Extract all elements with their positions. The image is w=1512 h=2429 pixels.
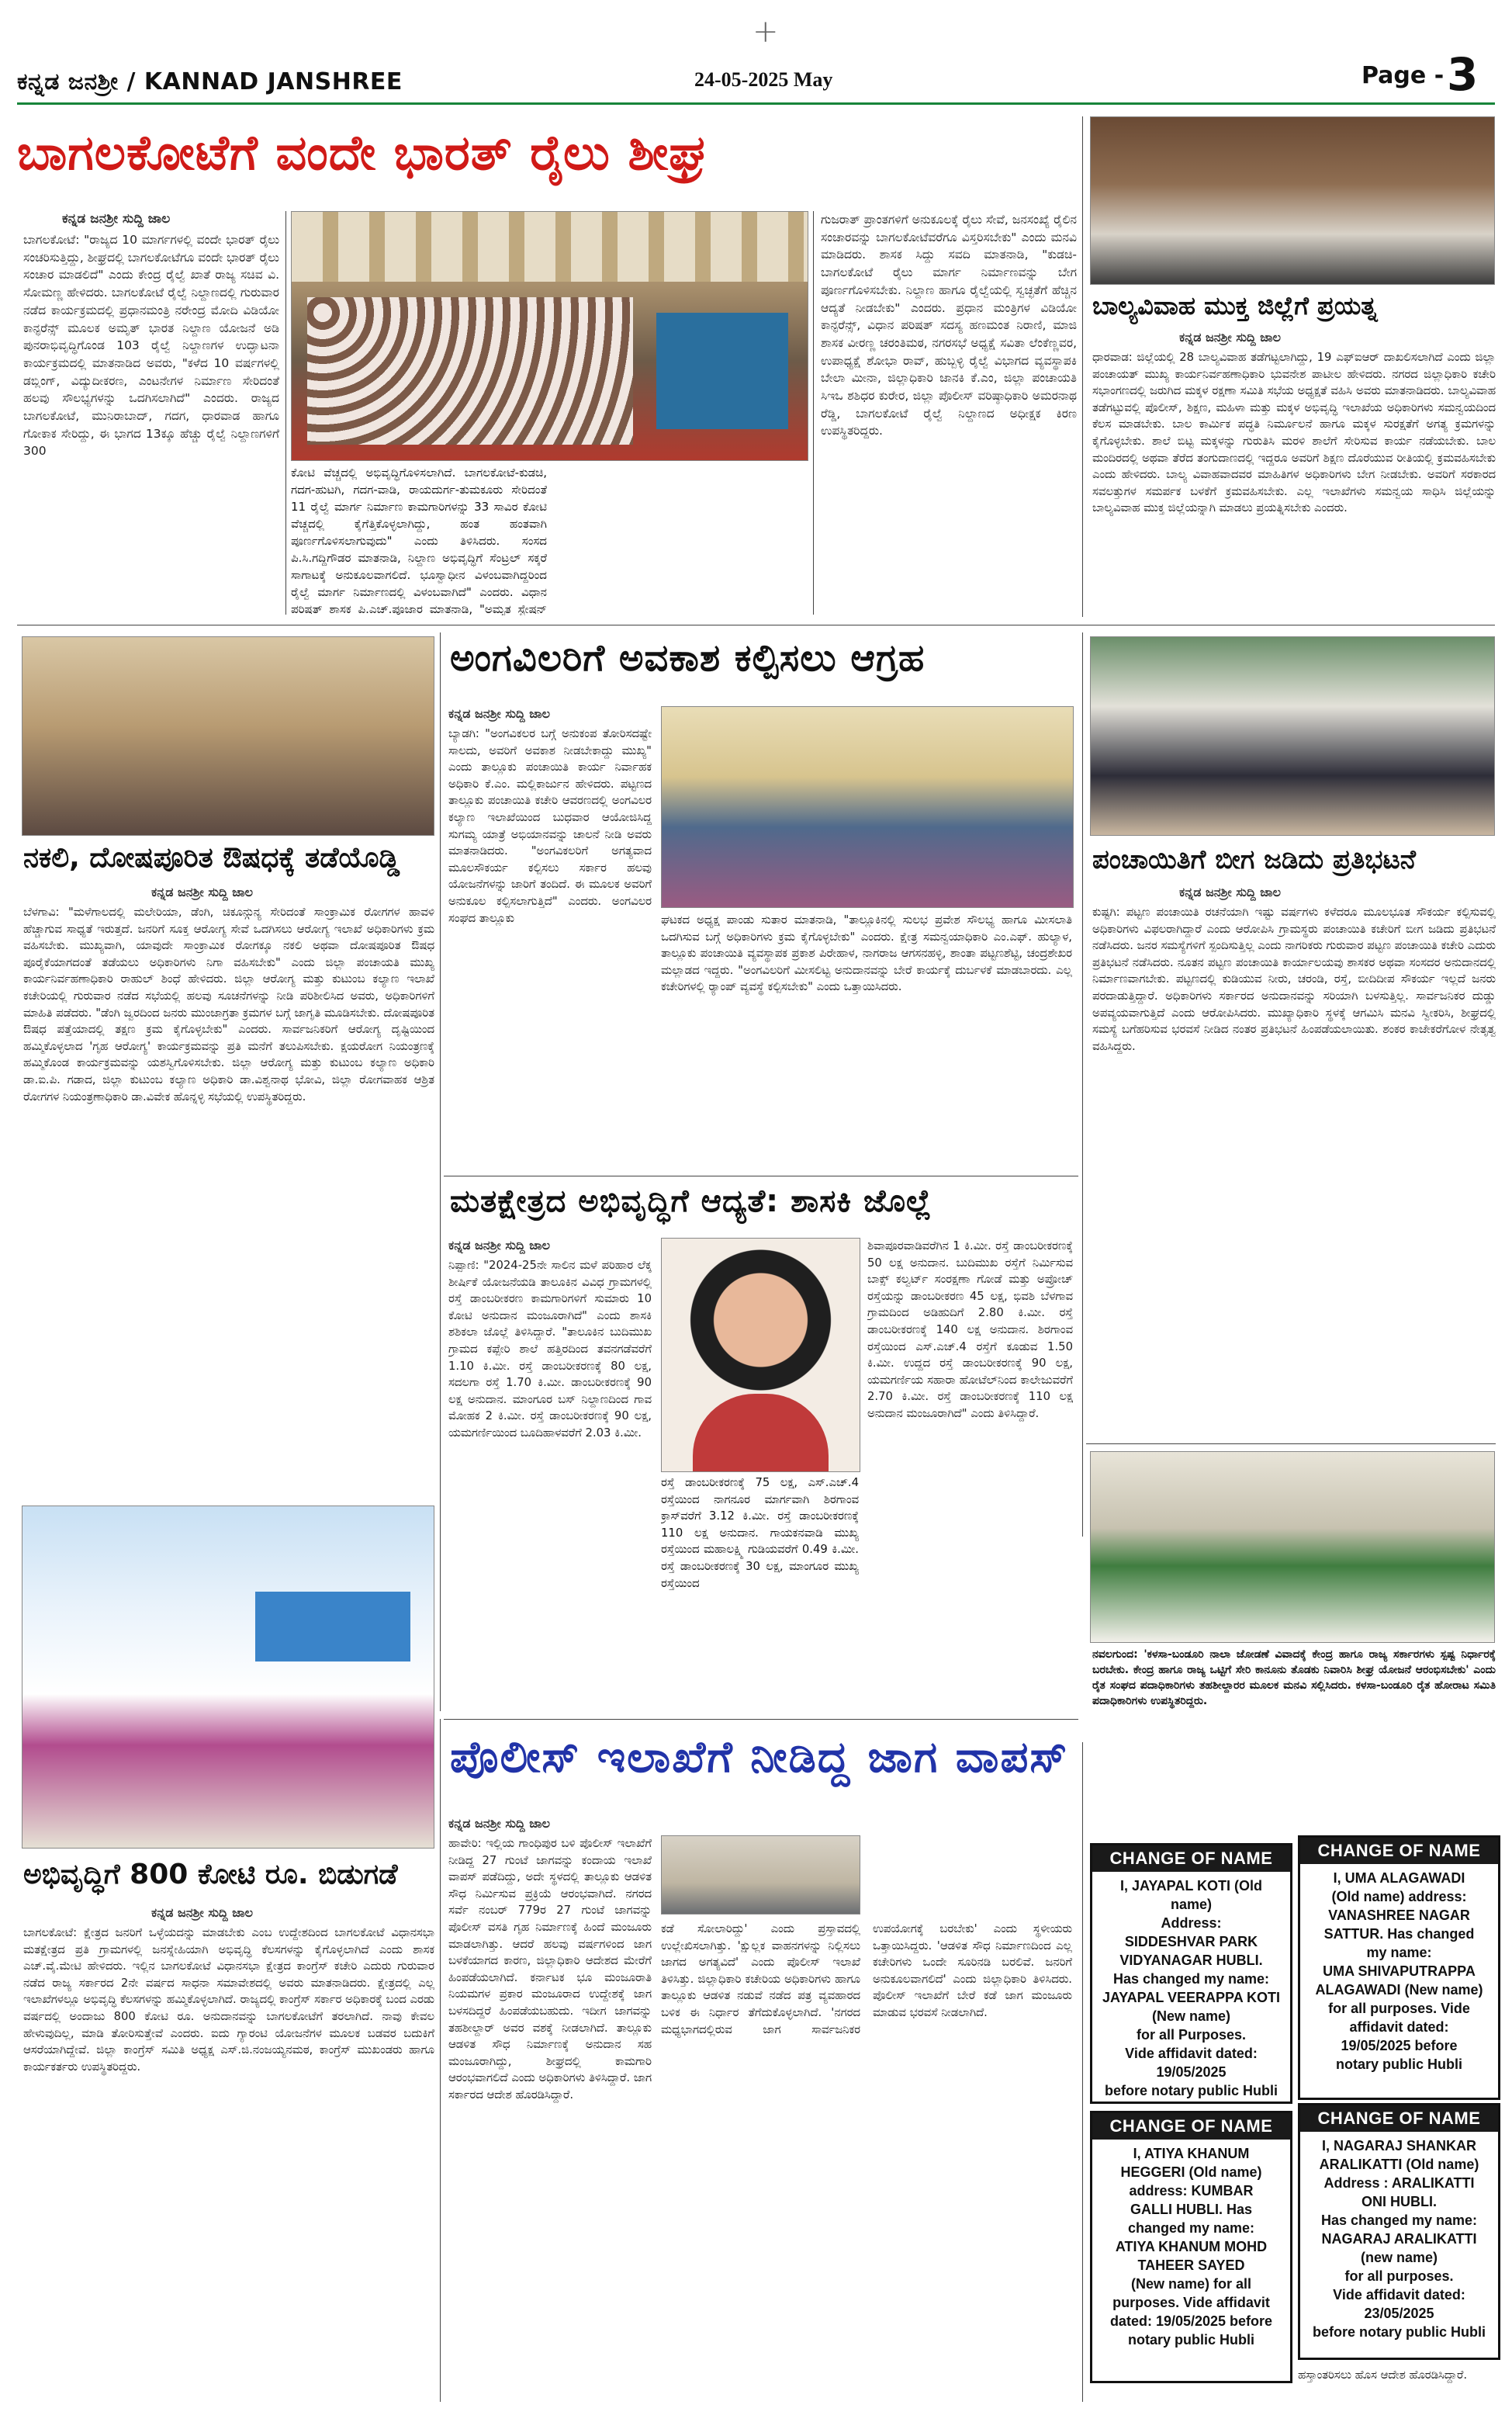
change-of-name-notice xyxy=(1090,2111,1292,2383)
photo-stage-screen xyxy=(656,313,788,429)
notice-body: I, JAYAPAL KOTI (Old name) Address: SIDDESHVAR PARK VIDYANAGAR HUBLI. Has changed my name: JAYAPAL VEERAPPA KOTI (New name) for all Purposes. Vide affidavit dated: 19/05/2025 before notary public Hubli xyxy=(1102,1878,1281,2098)
story6-caption: ರಸ್ತೆ ಡಾಂಬರೀಕರಣಕ್ಕೆ 75 ಲಕ್ಷ, ಎಸ್.ಎಚ್.4 ರಸ್ತೆಯಿಂದ ನಾಗನೂರ ಮಾರ್ಗವಾಗಿ ಶಿರಗಾಂವ ಕ್ರಾಸ್‌ವರೆಗೆ 3.12 ಕಿ.ಮೀ. ರಸ್ತೆ ಡಾಂಬರೀಕರಣಕ್ಕೆ 110 ಲಕ್ಷ ಅನುದಾನ. ಗಾಯಕನವಾಡಿ ಮುಖ್ಯ ರಸ್ತೆಯಿಂದ ಮಹಾಲಕ್ಷ್ಮಿ ಗುಡಿಯವರೆಗೆ 0.49 ಕಿ.ಮೀ. ರಸ್ತೆ ಡಾಂಬರೀಕರಣಕ್ಕೆ 30 ಲಕ್ಷ, ಮಾಂಗೂರ ಮುಖ್ಯ ರಸ್ತೆಯಿಂದ xyxy=(661,1476,859,1590)
mla-portrait-photo xyxy=(661,1238,860,1472)
story4-col1: ಬ್ಯಾಡಗಿ: "ಅಂಗವಿಕಲರ ಬಗ್ಗೆ ಅನುಕಂಪ ತೋರಿಸದಷ್ಟೇ ಸಾಲದು, ಅವರಿಗೆ ಅವಕಾಶ ನೀಡಬೇಕಾದ್ದು ಮುಖ್ಯ" ಎಂದು ತಾಲ್ಲೂಕು ಪಂಚಾಯಿತಿ ಕಾರ್ಯ ನಿರ್ವಾಹಕ ಅಧಿಕಾರಿ ಕೆ.ಎಂ. ಮಲ್ಲಿಕಾರ್ಜುನ ಹೇಳಿದರು. ಪಟ್ಟಣದ ತಾಲ್ಲೂಕು ಪಂಚಾಯಿತಿ ಕಚೇರಿ ಆವರಣದಲ್ಲಿ ಅಂಗವಿಲರ ಕಲ್ಯಾಣ ಇಲಾಖೆಯಿಂದ ಬುಧವಾರ ಆಯೋಜಿಸಿದ್ದ ಸುಗಮ್ಯ ಯಾತ್ರೆ ಅಭಿಯಾನವನ್ನು ಚಾಲನೆ ನೀಡಿ ಅವರು ಮಾತನಾಡಿದರು. "ಅಂಗವಿಕಲರಿಗೆ ಅಗತ್ಯವಾದ ಮೂಲಸೌಕರ್ಯ ಕಲ್ಪಿಸಲು ಸರ್ಕಾರ ಹಲವು ಯೋಜನೆಗಳನ್ನು ಜಾರಿಗೆ ತಂದಿದೆ. ಈ ಮೂಲಕ ಅವರಿಗೆ ಅನುಕೂಲ ಕಲ್ಪಿಸಲಾಗುತ್ತಿದೆ" ಎಂದರು. ಅಂಗವಿಲರ ಸಂಘದ ತಾಲ್ಲೂಕು xyxy=(448,727,652,925)
notice-title: CHANGE OF NAME xyxy=(1092,2113,1290,2140)
issue-date: 24-05-2025 May xyxy=(694,68,833,91)
story5-headline: ಪಂಚಾಯಿತಿಗೆ ಬೀಗ ಜಡಿದು ಪ್ರತಿಭಟನೆ xyxy=(1092,844,1416,875)
column-rule xyxy=(440,1719,441,2402)
story3-body: ಬೆಳಗಾವಿ: "ಮಳೆಗಾಲದಲ್ಲಿ ಮಲೇರಿಯಾ, ಡೆಂಗಿ, ಚಿಕೂನ್ಗುನ್ಯ ಸೇರಿದಂತೆ ಸಾಂಕ್ರಾಮಿಕ ರೋಗಗಳ ಹಾವಳಿ ಹೆಚ್ಚಾಗುವ ಸಾಧ್ಯತೆ ಇರುತ್ತದೆ. ಜನರಿಗೆ ಸೂಕ್ತ ಆರೋಗ್ಯ ಸೇವೆ ಒದಗಿಸಲು ಆರೋಗ್ಯ ಇಲಾಖೆ ಅಧಿಕಾರಿಗಳು ಕ್ರಮ ವಹಿಸಬೇಕು. ಮುಖ್ಯವಾಗಿ, ಯಾವುದೇ ಸಾಂಕ್ರಾಮಿಕ ರೋಗಕ್ಕೂ ನಕಲಿ ಅಥವಾ ದೋಷಪೂರಿತ ಔಷಧ ಪೂರೈಕೆಯಾಗದಂತೆ ತಡೆಯಲು ಅಧಿಕಾರಿಗಳು ನಿಗಾ ವಹಿಸಬೇಕು" ಎಂದು ಜಿಲ್ಲಾ ಪಂಚಾಯತಿ ಮುಖ್ಯ ಕಾರ್ಯನಿರ್ವಹಣಾಧಿಕಾರಿ ರಾಹುಲ್ ಶಿಂಧೆ ಹೇಳಿದರು. ಜಿಲ್ಲಾ ಆರೋಗ್ಯ ಮತ್ತು ಕುಟುಂಬ ಕಲ್ಯಾಣ ಇಲಾಖೆ ಕಚೇರಿಯಲ್ಲಿ ಗುರುವಾರ ನಡೆದ ಸಭೆಯಲ್ಲಿ ಹಲವು ಸೂಚನೆಗಳನ್ನು ನೀಡಿ ಪರಿಶೀಲಿಸಿದ ಅವರು, ಅಧಿಕಾರಿಗಳಿಗೆ ಮಾಹಿತಿ ಪಡೆದರು. "ಡೆಂಗಿ ಜ್ವರದಿಂದ ಜನರು ಮುಂಜಾಗ್ರತಾ ಕ್ರಮಗಳ ಬಗ್ಗೆ ಜಾಗೃತಿ ಮೂಡಿಸಬೇಕು. ದೋಷಪೂರಿತ ಔಷಧ ಪತ್ತೆಯಾದಲ್ಲಿ ತಕ್ಷಣ ಕ್ರಮ ಕೈಗೊಳ್ಳಬೇಕು" ಎಂದರು. ಸಾರ್ವಜನಿಕರಿಗೆ ಆರೋಗ್ಯ ದೃಷ್ಟಿಯಿಂದ ಹಮ್ಮಿಕೊಳ್ಳಲಾದ 'ಗೃಹ ಆರೋಗ್ಯ' ಕಾರ್ಯಕ್ರಮವನ್ನು ಪ್ರತಿ ಮನೆಗೆ ತಲುಪಿಸಬೇಕು. ಕ್ಷಯರೋಗ ನಿಯಂತ್ರಣಕ್ಕೆ ಹಮ್ಮಿಕೊಂಡ ಕಾರ್ಯಕ್ರಮವನ್ನು ಯಶಸ್ವಿಗೊಳಿಸಬೇಕು. ಜಿಲ್ಲಾ ಆರೋಗ್ಯ ಮತ್ತು ಕುಟುಂಬ ಕಲ್ಯಾಣ ಅಧಿಕಾರಿ ಡಾ.ಐ.ಪಿ. ಗಡಾದ, ಜಿಲ್ಲಾ ಕುಟುಂಬ ಕಲ್ಯಾಣ ಅಧಿಕಾರಿ ಡಾ.ವಿಶ್ವನಾಥ ಭೋವಿ, ಜಿಲ್ಲಾ ರೋಗವಾಹಕ ಆಶ್ರಿತ ರೋಗಗಳ ನಿಯಂತ್ರಣಾಧಿಕಾರಿ ಡಾ.ವಿವೇಕ ಹೊನ್ನಳ್ಳಿ ಸಭೆಯಲ್ಲಿ ಉಪಸ್ಥಿತರಿದ್ದರು. xyxy=(23,906,434,1104)
story6-byline: ಕನ್ನಡ ಜನಶ್ರೀ ಸುದ್ದಿ ಜಾಲ xyxy=(448,1238,551,1253)
disabled-certificate-group-photo xyxy=(661,706,1074,908)
story4-headline: ಅಂಗವಿಲರಿಗೆ ಅವಕಾಶ ಕಲ್ಪಿಸಲು ಆಗ್ರಹ xyxy=(450,636,926,680)
story1-col1: ಬಾಗಲಕೋಟೆ: "ರಾಜ್ಯದ 10 ಮಾರ್ಗಗಳಲ್ಲಿ ವಂದೇ ಭಾರತ್ ರೈಲು ಸಂಚರಿಸುತ್ತಿದ್ದು, ಶೀಘ್ರದಲ್ಲಿ ಬಾಗಲಕೋಟೆಗೂ ವಂದೇ ಭಾರತ್ ರೈಲು ಸಂಚಾರ ಮಾಡಲಿದೆ" ಎಂದು ಕೇಂದ್ರ ರೈಲ್ವೆ ಖಾತೆ ರಾಜ್ಯ ಸಚಿವ ವಿ. ಸೋಮಣ್ಣ ಹೇಳಿದರು. ಬಾಗಲಕೋಟೆ ರೈಲ್ವೆ ನಿಲ್ದಾಣದಲ್ಲಿ ಗುರುವಾರ ನಡೆದ ಕಾರ್ಯಕ್ರಮದಲ್ಲಿ ಪ್ರಧಾನಮಂತ್ರಿ ನರೇಂದ್ರ ಮೋದಿ ವಿಡಿಯೋ ಕಾನ್ಫರೆನ್ಸ್ ಮೂಲಕ ಅಮೃತ್ ಭಾರತ ನಿಲ್ದಾಣ ಯೋಜನೆ ಅಡಿ ಪುನರಾಭಿವೃದ್ಧಿಗೊಂಡ 103 ರೈಲ್ವೆ ನಿಲ್ದಾಣಗಳ ಉದ್ಘಾಟನಾ ಕಾರ್ಯಕ್ರಮದಲ್ಲಿ ಮಾತನಾಡಿದ ಅವರು, "ಕಳೆದ 10 ವರ್ಷಗಳಲ್ಲಿ ಡಬ್ಲಿಂಗ್, ವಿದ್ಯುದೀಕರಣ, ಎಂಟನೇಗಳ ನಿರ್ಮಾಣ ಸೇರಿದಂತೆ ಹಲವು ಸೌಲಭ್ಯಗಳನ್ನು ಒದಗಿಸಲಾಗಿದೆ" ಎಂದರು. ರಾಜ್ಯದ ಬಾಗಲಕೋಟೆ, ಮುನಿರಾಬಾದ್, ಗದಗ, ಧಾರವಾಡ ಹಾಗೂ ಗೋಕಾಕ ಸೇರಿದ್ದು, ಈ ಭಾಗದ 13ಕ್ಕೂ ಹೆಚ್ಚು ರೈಲ್ವೆ ನಿಲ್ದಾಣಗಳಿಗೆ 300 xyxy=(23,233,279,459)
column-rule xyxy=(1082,116,1083,617)
bagalkot-railway-event-photo xyxy=(291,211,808,461)
portrait-saree xyxy=(693,1394,829,1471)
stage-banner xyxy=(255,1592,410,1661)
story4-byline: ಕನ್ನಡ ಜನಶ್ರೀ ಸುದ್ದಿ ಜಾಲ xyxy=(448,706,551,721)
health-meeting-photo xyxy=(22,636,434,836)
story6-headline: ಮತಕ್ಷೇತ್ರದ ಅಭಿವೃದ್ಧಿಗೆ ಆದ್ಯತೆ: ಶಾಸಕಿ ಜೊಲ್ಲೆ xyxy=(450,1183,932,1219)
farmers-memorandum-photo xyxy=(1090,1451,1495,1643)
story7-byline: ಕನ್ನಡ ಜನಶ್ರೀ ಸುದ್ದಿ ಜಾಲ xyxy=(151,1905,254,1920)
story7-body: ಬಾಗಲಕೋಟೆ: ಕ್ಷೇತ್ರದ ಜನರಿಗೆ ಒಳ್ಳೆಯದನ್ನು ಮಾಡಬೇಕು ಎಂಬ ಉದ್ದೇಶದಿಂದ ಬಾಗಲಕೋಟೆ ವಿಧಾನಸಭಾ ಮತಕ್ಷೇತ್ರದ ಪ್ರತಿ ಗ್ರಾಮಗಳಲ್ಲಿ ಜನಸ್ನೇಹಿಯಾಗಿ ಅಭಿವೃದ್ಧಿ ಕೆಲಸಗಳನ್ನು ಕೈಗೊಳ್ಳಲಾಗಿದೆ ಎಂದು ಶಾಸಕ ಎಚ್.ವೈ.ಮೇಟಿ ಹೇಳಿದರು. ಇಲ್ಲಿನ ಬಾಗಲಕೋಟೆ ವಿಧಾನಸಭಾ ಕ್ಷೇತ್ರದ ಕಾಂಗ್ರೆಸ್ ಕಚೇರಿ ಎದುರು ಗುರುವಾರ ನಡೆದ ರಾಜ್ಯ ಸರ್ಕಾರದ 2ನೇ ವರ್ಷದ ಸಾಧನಾ ಸಮಾವೇಶದಲ್ಲಿ ಅವರು ಮಾತನಾಡಿದರು. ಕ್ಷೇತ್ರದಲ್ಲಿ ಎಲ್ಲ ಇಲಾಖೆಗಳಲ್ಲೂ ಅಭಿವೃದ್ಧಿ ಕೆಲಸಗಳನ್ನು ಹಮ್ಮಿಕೊಳ್ಳಲಾಗಿದೆ. ರಾಜ್ಯದಲ್ಲಿ ಕಾಂಗ್ರೆಸ್ ಸರ್ಕಾರ ಅಧಿಕಾರಕ್ಕೆ ಬಂದ ಎರಡು ವರ್ಷದಲ್ಲಿ ಅಂದಾಜು 800 ಕೋಟಿ ರೂ. ಅನುದಾನವನ್ನು ಬಾಗಲಕೋಟೆಗೆ ತರಲಾಗಿದೆ. ನಾವು ಕೇವಲ ಹೇಳುವುದಿಲ್ಲ, ಮಾಡಿ ತೋರಿಸುತ್ತೇವೆ ಎಂದರು. ಐದು ಗ್ಯಾರಂಟಿ ಯೋಜನೆಗಳ ಮೂಲಕ ಬಡವರ ಬದುಕಿಗೆ ಆಸರೆಯಾಗಿದ್ದೇವೆ. ಜಿಲ್ಲಾ ಕಾಂಗ್ರೆಸ್ ಸಮಿತಿ ಅಧ್ಯಕ್ಷ ಎಸ್.ಜಿ.ನಂಜಯ್ಯನಮಠ, ಕಾಂಗ್ರೆಸ್ ಮುಖಂಡರು ಹಾಗೂ ಕಾರ್ಯಕರ್ತರು ಉಪಸ್ಥಿತರಿದ್ದರು. xyxy=(23,1926,434,2074)
story1-col2: ಕೋಟಿ ವೆಚ್ಚದಲ್ಲಿ ಅಭಿವೃದ್ಧಿಗೊಳಿಸಲಾಗಿದೆ. ಬಾಗಲಕೋಟೆ-ಕುಡಚಿ, ಗದಗ-ಹುಟಗಿ, ಗದಗ-ವಾಡಿ, ರಾಯದುರ್ಗ-ತುಮಕೂರು ಸೇರಿದಂತೆ 11 ರೈಲ್ವೆ ಮಾರ್ಗ ನಿರ್ಮಾಣ ಕಾಮಗಾರಿಗಳನ್ನು 33 ಸಾವಿರ ಕೋಟಿ ವೆಚ್ಚದಲ್ಲಿ ಕೈಗೆತ್ತಿಕೊಳ್ಳಲಾಗಿದ್ದು, ಹಂತ ಹಂತವಾಗಿ ಪೂರ್ಣಗೊಳಿಸಲಾಗುವುದು" ಎಂದು ತಿಳಿಸಿದರು. ಸಂಸದ ಪಿ.ಸಿ.ಗದ್ದಿಗೌಡರ ಮಾತನಾಡಿ, ನಿಲ್ದಾಣ ಅಭಿವೃದ್ಧಿಗೆ ಸೆಂಟ್ರಲ್ ಸಕ್ಕರೆ ಸಾಗಾಟಕ್ಕೆ ಅನುಕೂಲವಾಗಲಿದೆ. ಭೂಸ್ವಾಧೀನ ವಿಳಂಬವಾಗಿದ್ದರಿಂದ ರೈಲ್ವೆ ಮಾರ್ಗ ನಿರ್ಮಾಣದಲ್ಲಿ ವಿಳಂಬವಾಗಿದೆ" ಎಂದರು. ವಿಧಾನ ಪರಿಷತ್ ಶಾಸಕ ಪಿ.ಎಚ್.ಪೂಜಾರ ಮಾತನಾಡಿ, "ಅಮೃತ ಸ್ಟೇಷನ್ xyxy=(291,466,547,615)
right-caption: ನವಲಗುಂದ: 'ಕಳಸಾ-ಬಂಡೂರಿ ನಾಲಾ ಜೋಡಣೆ ವಿವಾದಕ್ಕೆ ಕೇಂದ್ರ ಹಾಗೂ ರಾಜ್ಯ ಸರ್ಕಾರಗಳು ಸ್ಪಷ್ಟ ನಿರ್ಧಾರಕ್ಕೆ ಬರಬೇಕು. ಕೇಂದ್ರ ಹಾಗೂ ರಾಜ್ಯ ಒಟ್ಟಿಗೆ ಸೇರಿ ಕಾನೂನು ತೊಡಕು ನಿವಾರಿಸಿ ಶೀಘ್ರ ಯೋಜನೆ ಆರಂಭಿಸಬೇಕು' ಎಂದು ರೈತ ಸಂಘದ ಪದಾಧಿಕಾರಿಗಳು ತಹಶೀಲ್ದಾರರ ಮೂಲಕ ಮನವಿ ಸಲ್ಲಿಸಿದರು. ಕಳಸಾ-ಬಂಡೂರಿ ರೈತ ಹೋರಾಟ ಸಮಿತಿ ಪದಾಧಿಕಾರಿಗಳು ಉಪಸ್ಥಿತರಿದ್ದರು. xyxy=(1092,1648,1496,1707)
story5-body: ಕುಷ್ಟಗಿ: ಪಟ್ಟಣ ಪಂಚಾಯಿತಿ ರಚನೆಯಾಗಿ ಇಷ್ಟು ವರ್ಷಗಳು ಕಳೆದರೂ ಮೂಲಭೂತ ಸೌಕರ್ಯ ಕಲ್ಪಿಸುವಲ್ಲಿ ಅಧಿಕಾರಿಗಳು ವಿಫಲರಾಗಿದ್ದಾರೆ ಎಂದು ಆರೋಪಿಸಿ ಗ್ರಾಮಸ್ಥರು ಪಂಚಾಯಿತಿ ಕಚೇರಿಗೆ ಬೀಗ ಜಡಿದು ಪ್ರತಿಭಟನೆ ನಡೆಸಿದರು. ಜನರ ಸಮಸ್ಯೆಗಳಿಗೆ ಸ್ಪಂದಿಸುತ್ತಿಲ್ಲ ಎಂದು ನಾಗರಿಕರು ಗುರುವಾರ ಪಟ್ಟಣ ಪಂಚಾಯಿತಿ ಕಚೇರಿ ಎದುರು ಪ್ರತಿಭಟನೆ ನಡೆಸಿದರು. ನೂತನ ಪಟ್ಟಣ ಪಂಚಾಯಿತಿ ಕಾರ್ಯಾಲಯವು ಶಾಸಕರ ಅಥವಾ ಸಂಸದರ ಅನುದಾನದಲ್ಲಿ ನಿರ್ಮಾಣವಾಗಬೇಕು. ಪಟ್ಟಣದಲ್ಲಿ ಕುಡಿಯುವ ನೀರು, ಚರಂಡಿ, ರಸ್ತೆ, ಬೀದಿದೀಪ ಸೌಕರ್ಯ ಇಲ್ಲದೆ ಜನರು ಪರದಾಡುತ್ತಿದ್ದಾರೆ. ಅಧಿಕಾರಿಗಳು ಸರ್ಕಾರದ ಅನುದಾನವನ್ನು ಸರಿಯಾಗಿ ಬಳಸುತ್ತಿಲ್ಲ. ಸಾರ್ವಜನಿಕರ ದುಡ್ಡು ಅಪವ್ಯಯವಾಗುತ್ತಿದೆ ಎಂದು ಆರೋಪಿಸಿದರು. ಮುಖ್ಯಾಧಿಕಾರಿ ಸ್ಥಳಕ್ಕೆ ಆಗಮಿಸಿ ಮನವಿ ಸ್ವೀಕರಿಸಿ, ಶೀಘ್ರದಲ್ಲಿ ಸಮಸ್ಯೆ ಬಗೆಹರಿಸುವ ಭರವಸೆ ನೀಡಿದ ನಂತರ ಪ್ರತಿಭಟನೆ ಹಿಂಪಡೆಯಲಾಯಿತು. ಶಂಕರ ಕಾಜೇಕರೆಗೋಳ ನೇತೃತ್ವ ವಹಿಸಿದ್ದರು. xyxy=(1092,906,1496,1053)
notice-body: I, NAGARAJ SHANKAR ARALIKATTI (Old name) Address : ARALIKATTI ONI HUBLI. Has changed my name: NAGARAJ ARALIKATTI (new name) for all purposes. Vide affidavit dated: 23/05/2025 before notary public Hubli xyxy=(1312,2138,1486,2340)
story1-byline: ಕನ್ನಡ ಜನಶ್ರೀ ಸುದ್ದಿ ಜಾಲ xyxy=(62,211,171,227)
notice-title: CHANGE OF NAME xyxy=(1300,2105,1498,2132)
story8-col3-end: ಹಸ್ತಾಂತರಿಸಲು ಹೊಸ ಆದೇಶ ಹೊರಡಿಸಿದ್ದಾರೆ. xyxy=(1298,2368,1468,2382)
story2-byline: ಕನ್ನಡ ಜನಶ್ರೀ ಸುದ್ದಿ ಜಾಲ xyxy=(1179,330,1282,345)
story8-col1: ಹಾವೇರಿ: ಇಲ್ಲಿಯ ಗಾಂಧಿಪುರ ಬಳಿ ಪೊಲೀಸ್ ಇಲಾಖೆಗೆ ನೀಡಿದ್ದ 27 ಗುಂಟೆ ಜಾಗವನ್ನು ಕಂದಾಯ ಇಲಾಖೆ ವಾಪಸ್ ಪಡೆದಿದ್ದು, ಅದೇ ಸ್ಥಳದಲ್ಲಿ ತಾಲ್ಲೂಕು ಆಡಳಿತ ಸೌಧ ನಿರ್ಮಿಸುವ ಪ್ರಕ್ರಿಯೆ ಆರಂಭವಾಗಿದೆ. ನಗರದ ಸರ್ವೆ ನಂಬರ್ 779ರ 27 ಗುಂಟೆ ಜಾಗವನ್ನು ಪೊಲೀಸ್ ವಸತಿ ಗೃಹ ನಿರ್ಮಾಣಕ್ಕೆ ಹಿಂದೆ ಮಂಜೂರು ಮಾಡಲಾಗಿತ್ತು. ಆದರೆ ಹಲವು ವರ್ಷಗಳಿಂದ ಜಾಗ ಬಳಕೆಯಾಗದ ಕಾರಣ, ಜಿಲ್ಲಾಧಿಕಾರಿ ಆದೇಶದ ಮೇರೆಗೆ ಹಿಂಪಡೆಯಲಾಗಿದೆ. ಕರ್ನಾಟಕ ಭೂ ಮಂಜೂರಾತಿ ನಿಯಮಗಳ ಪ್ರಕಾರ ಮಂಜೂರಾದ ಉದ್ದೇಶಕ್ಕೆ ಜಾಗ ಬಳಸದಿದ್ದರೆ ಹಿಂಪಡೆಯಬಹುದು. ಇದೀಗ ಜಾಗವನ್ನು ತಹಶೀಲ್ದಾರ್ ಅವರ ವಶಕ್ಕೆ ನೀಡಲಾಗಿದೆ. ತಾಲ್ಲೂಕು ಆಡಳಿತ ಸೌಧ ನಿರ್ಮಾಣಕ್ಕೆ ಅನುದಾನ ಸಹ ಮಂಜೂರಾಗಿದ್ದು, ಶೀಘ್ರದಲ್ಲಿ ಕಾಮಗಾರಿ ಆರಂಭವಾಗಲಿದೆ ಎಂದು ಅಧಿಕಾರಿಗಳು ತಿಳಿಸಿದ್ದಾರೆ. ಜಾಗ ಸರ್ಕಾರದ ಆದೇಶ ಹೊರಡಿಸಿದ್ದಾರೆ. xyxy=(448,1837,652,2102)
photo-backdrop xyxy=(292,212,808,282)
story3-byline: ಕನ್ನಡ ಜನಶ್ರೀ ಸುದ್ದಿ ಜಾಲ xyxy=(151,885,254,899)
story6-col1: ನಿಪ್ಪಾಣಿ: "2024-25ನೇ ಸಾಲಿನ ಮಳೆ ಪರಿಹಾರ ಲೆಕ್ಕ ಶೀರ್ಷಿಕೆ ಯೋಜನೆಯಡಿ ತಾಲೂಕಿನ ವಿವಿಧ ಗ್ರಾಮಗಳಲ್ಲಿ ರಸ್ತೆ ಡಾಂಬರೀಕರಣ ಕಾಮಗಾರಿಗಳಿಗೆ ಸುಮಾರು 10 ಕೋಟಿ ಅನುದಾನ ಮಂಜೂರಾಗಿದೆ" ಎಂದು ಶಾಸಕಿ ಶಶಿಕಲಾ ಜೊಲ್ಲೆ ತಿಳಿಸಿದ್ದಾರೆ. "ತಾಲೂಕಿನ ಬುದಿಮುಖ ಗ್ರಾಮದ ಕಪ್ಪೇರಿ ಶಾಲೆ ಹತ್ತಿರದಿಂದ ತವನಗಡೆವರೆಗೆ 1.10 ಕಿ.ಮೀ. ರಸ್ತೆ ಡಾಂಬರೀಕರಣಕ್ಕೆ 80 ಲಕ್ಷ, ಸದಲಗಾ ರಸ್ತೆ 1.70 ಕಿ.ಮೀ. ಡಾಂಬರೀಕರಣಕ್ಕೆ 90 ಲಕ್ಷ ಅನುದಾನ. ಮಾಂಗೂರ ಬಸ್ ನಿಲ್ದಾಣದಿಂದ ಗಾವ ಮೋಹಕ 2 ಕಿ.ಮೀ. ರಸ್ತೆ ಡಾಂಬರೀಕರಣಕ್ಕೆ 90 ಲಕ್ಷ, ಯಮಗರ್ಣಿಯಿಂದ ಬೂದಿಹಾಳವರೆಗೆ 2.03 ಕಿ.ಮೀ. xyxy=(448,1259,652,1440)
story3-headline: ನಕಲಿ, ದೋಷಪೂರಿತ ಔಷಧಕ್ಕೆ ತಡೆಯೊಡ್ಡಿ xyxy=(23,842,400,874)
column-rule xyxy=(813,211,814,615)
notice-body: I, UMA ALAGAWADI (Old name) address: VANASHREE NAGAR SATTUR. Has changed my name: UMA SHIVAPUTRAPPA ALAGAWADI (New name) for all purposes. Vide affidavit dated: 19/05/2025 before notary public Hubli xyxy=(1315,1870,1483,2072)
column-rule xyxy=(285,211,286,615)
congress-stage-photo xyxy=(22,1506,434,1849)
masthead-title: ಕನ್ನಡ ಜನಶ್ರೀ / KANNAD JANSHREE xyxy=(17,68,403,95)
page-number: 3 xyxy=(1447,48,1479,101)
story5-byline: ಕನ್ನಡ ಜನಶ್ರೀ ಸುದ್ದಿ ಜಾಲ xyxy=(1179,885,1282,899)
column-rule xyxy=(1082,632,1083,1537)
section-rule xyxy=(1086,1443,1496,1444)
masthead-rule xyxy=(17,102,1495,105)
story2-body: ಧಾರವಾಡ: ಜಿಲ್ಲೆಯಲ್ಲಿ 28 ಬಾಲ್ಯವಿವಾಹ ತಡೆಗಟ್ಟಲಾಗಿದ್ದು, 19 ಎಫ್ಐಆರ್ ದಾಖಲಿಸಲಾಗಿದೆ ಎಂದು ಜಿಲ್ಲಾ ಪಂಚಾಯತ್ ಮುಖ್ಯ ಕಾರ್ಯನಿರ್ವಹಣಾಧಿಕಾರಿ ಭುವನೇಶ ಪಾಟೀಲ ಹೇಳಿದರು. ನಗರದ ಜಿಲ್ಲಾಧಿಕಾರಿ ಕಚೇರಿ ಸಭಾಂಗಣದಲ್ಲಿ ಜರುಗಿದ ಮಕ್ಕಳ ರಕ್ಷಣಾ ಸಮಿತಿ ಸಭೆಯ ಅಧ್ಯಕ್ಷತೆ ವಹಿಸಿ ಅವರು ಮಾತನಾಡಿದರು. ಬಾಲ್ಯವಿವಾಹ ತಡೆಗಟ್ಟುವಲ್ಲಿ ಪೊಲೀಸ್, ಶಿಕ್ಷಣ, ಮಹಿಳಾ ಮತ್ತು ಮಕ್ಕಳ ಅಭಿವೃದ್ಧಿ ಇಲಾಖೆಯ ಅಧಿಕಾರಿಗಳು ಸಮನ್ವಯದಿಂದ ಕೆಲಸ ಮಾಡಬೇಕು. ಬಾಲ ಕಾರ್ಮಿಕ ಪದ್ಧತಿ ನಿರ್ಮೂಲನೆ ಹಾಗೂ ಮಕ್ಕಳ ಸುರಕ್ಷತೆಗೆ ಅಗತ್ಯ ಕ್ರಮಗಳನ್ನು ಕೈಗೊಳ್ಳಬೇಕು. ಶಾಲೆ ಬಿಟ್ಟ ಮಕ್ಕಳನ್ನು ಗುರುತಿಸಿ ಮರಳಿ ಶಾಲೆಗೆ ಸೇರಿಸುವ ಕಾರ್ಯ ನಡೆಯಬೇಕು. ಬಾಲ ಮಂದಿರದಲ್ಲಿ ಅಥವಾ ತೆರೆದ ತಂಗುದಾಣದಲ್ಲಿ ಇದ್ದರೂ ಅವರಿಗೆ ಶಿಕ್ಷಣ ದೊರೆಯುವ ರೀತಿಯಲ್ಲಿ ಕ್ರಮವಹಿಸಬೇಕು ಎಂದು ಹೇಳಿದರು. ಬಾಲ್ಯ ವಿವಾಹವಾದವರ ಮಾಹಿತಿಗಳ ಅಧಿಕಾರಿಗಳು ಬೇಗ ನೀಡಬೇಕು. ಅವರಿಗೆ ಸರಕಾರದ ಸವಲತ್ತುಗಳ ಸಮರ್ಪಕ ಬಳಕೆಗೆ ಕ್ರಮವಹಿಸಬೇಕು. ಎಲ್ಲ ಇಲಾಖೆಗಳು ಸಮನ್ವಯ ಸಾಧಿಸಿ ಜಿಲ್ಲೆಯನ್ನು ಬಾಲ್ಯವಿವಾಹ ಮುಕ್ತ ಜಿಲ್ಲೆಯನ್ನಾಗಿ ಮಾಡಲು ಪ್ರಯತ್ನಿಸಬೇಕು ಎಂದರು. xyxy=(1092,351,1496,515)
change-of-name-notice xyxy=(1298,2103,1500,2360)
column-rule xyxy=(1082,1742,1083,2402)
notice-body: I, ATIYA KHANUM HEGGERI (Old name) address: KUMBAR GALLI HUBLI. Has changed my name: ATIYA KHANUM MOHD TAHEER SAYED (New name) for all purposes. Vide affidavit dated: 19/05/2025 before notary public Hubli xyxy=(1109,2146,1273,2348)
story8-byline: ಕನ್ನಡ ಜನಶ್ರೀ ಸುದ್ದಿ ಜಾಲ xyxy=(448,1816,551,1831)
story1-headline: ಬಾಗಲಕೋಟೆಗೆ ವಂದೇ ಭಾರತ್ ರೈಲು ಶೀಘ್ರ xyxy=(17,124,708,181)
protest-group-photo xyxy=(1090,636,1495,836)
change-of-name-notice xyxy=(1090,1843,1292,2104)
notice-title: CHANGE OF NAME xyxy=(1300,1838,1498,1864)
story1-col3: ಗುಜರಾತ್ ಪ್ರಾಂತಗಳಿಗೆ ಅನುಕೂಲಕ್ಕೆ ರೈಲು ಸೇವೆ, ಜನಸಂಖ್ಯೆ ರೈಲಿನ ಸಂಚಾರವನ್ನು ಬಾಗಲಕೋಟೆವರೆಗೂ ವಿಸ್ತರಿಸಬೇಕು" ಎಂದು ಮನವಿ ಮಾಡಿದರು. ಶಾಸಕ ಸಿದ್ದು ಸವದಿ ಮಾತನಾಡಿ, "ಕುಡಚಿ-ಬಾಗಲಕೋಟೆ ರೈಲು ಮಾರ್ಗ ನಿರ್ಮಾಣವನ್ನು ಬೇಗ ಪೂರ್ಣಗೊಳಿಸಬೇಕು. ನಿಲ್ದಾಣ ಹಾಗೂ ರೈಲ್ವೆಯಲ್ಲಿ ಸ್ವಚ್ಛತೆಗೆ ಹೆಚ್ಚಿನ ಆದ್ಯತೆ ನೀಡಬೇಕು" ಎಂದರು. ಪ್ರಧಾನ ಮಂತ್ರಿಗಳ ವಿಡಿಯೋ ಕಾನ್ಫರೆನ್ಸ್, ವಿಧಾನ ಪರಿಷತ್ ಸದಸ್ಯ ಹಣಮಂತ ನಿರಾಣಿ, ಮಾಜಿ ಶಾಸಕ ವೀರಣ್ಣ ಚರಂತಿಮಠ, ನಗರಸಭೆ ಅಧ್ಯಕ್ಷೆ ಸವಿತಾ ಲೆಂಕೆಣ್ಣವರ, ಉಪಾಧ್ಯಕ್ಷೆ ಶೋಭಾ ರಾವ್, ಹುಬ್ಬಳ್ಳಿ ರೈಲ್ವೆ ವಿಭಾಗದ ವ್ಯವಸ್ಥಾಪಕಿ ಬೇಲಾ ಮೀನಾ, ಜಿಲ್ಲಾಧಿಕಾರಿ ಜಾನಕಿ ಕೆ.ಎಂ, ಜಿಲ್ಲಾ ಪಂಚಾಯತಿ ಸಿಇಒ ಶಶಿಧರ ಕುರೇರ, ಜಿಲ್ಲಾ ಪೊಲೀಸ್ ವರಿಷ್ಠಾಧಿಕಾರಿ ಅಮರನಾಥ ರೆಡ್ಡಿ, ಬಾಗಲಕೋಟೆ ರೈಲ್ವೆ ನಿಲ್ದಾಣದ ಅಧೀಕ್ಷಕ ಕಿರಣ ಉಪಸ್ಥಿತರಿದ್ದರು. xyxy=(821,213,1077,438)
story4-col2: ಘಟಕದ ಅಧ್ಯಕ್ಷ ಪಾಂಡು ಸುತಾರ ಮಾತನಾಡಿ, "ತಾಲ್ಲೂಕಿನಲ್ಲಿ ಸುಲಭ ಪ್ರವೇಶ ಸೌಲಭ್ಯ ಹಾಗೂ ಮೀಸಲಾತಿ ಒದಗಿಸುವ ಬಗ್ಗೆ ಅಧಿಕಾರಿಗಳು ಕ್ರಮ ಕೈಗೊಳ್ಳಬೇಕು" ಎಂದರು. ಕ್ಷೇತ್ರ ಸಮನ್ವಯಾಧಿಕಾರಿ ಎಂ.ಎಫ್. ಹುಲ್ಯಾಳ, ತಾಲ್ಲೂಕು ಪಂಚಾಯಿತಿ ವ್ಯವಸ್ಥಾಪಕ ಪ್ರಕಾಶ ಪಿರೇಹಾಳ, ನಾಗರಾಜ ಆಗಸನಹಳ್ಳಿ, ಶಾಂತಾ ಪಟ್ಟಣಶೆಟ್ಟಿ, ಚಂದ್ರಶೇಖರ ಮಲ್ಲಾಡದ ಇದ್ದರು. "ಅಂಗವಿಲರಿಗೆ ಮೀಸಲಿಟ್ಟ ಅನುದಾನವನ್ನು ಬೇರೆ ಕಾರ್ಯಕ್ಕೆ ದುರ್ಬಳಕೆ ಮಾಡಬಾರದು. ಎಲ್ಲ ಕಚೇರಿಗಳಲ್ಲಿ ರ್‍ಯಾಂಪ್ ವ್ಯವಸ್ಥೆ ಕಲ್ಪಿಸಬೇಕು" ಎಂದು ಒತ್ತಾಯಿಸಿದರು. xyxy=(661,913,1072,994)
story8-col2: ಕಡೆ ಸೋಲಾರಿದ್ದು' ಎಂದು ಪ್ರಸ್ತಾವದಲ್ಲಿ ಉಲ್ಲೇಖಿಸಲಾಗಿತ್ತು. 'ಕ್ಷುಲ್ಲಕ ವಾಹನಗಳನ್ನು ನಿಲ್ಲಿಸಲು ಜಾಗದ ಅಗತ್ಯವಿದೆ' ಎಂದು ಪೊಲೀಸ್ ಇಲಾಖೆ ತಿಳಿಸಿತ್ತು. ಜಿಲ್ಲಾಧಿಕಾರಿ ಕಚೇರಿಯ ಅಧಿಕಾರಿಗಳು ಹಾಗೂ ತಾಲ್ಲೂಕು ಆಡಳಿತ ನಡುವೆ ನಡೆದ ಪತ್ರ ವ್ಯವಹಾರದ ಬಳಿಕ ಈ ನಿರ್ಧಾರ ತೆಗೆದುಕೊಳ್ಳಲಾಗಿದೆ. 'ನಗರದ ಮಧ್ಯಭಾಗದಲ್ಲಿರುವ ಜಾಗ ಸಾರ್ವಜನಿಕರ ಉಪಯೋಗಕ್ಕೆ ಬರಬೇಕು' ಎಂದು ಸ್ಥಳೀಯರು ಒತ್ತಾಯಿಸಿದ್ದರು. 'ಆಡಳಿತ ಸೌಧ ನಿರ್ಮಾಣದಿಂದ ಎಲ್ಲ ಕಚೇರಿಗಳು ಒಂದೇ ಸೂರಿನಡಿ ಬರಲಿವೆ. ಜನರಿಗೆ ಅನುಕೂಲವಾಗಲಿದೆ' ಎಂದು ಜಿಲ್ಲಾಧಿಕಾರಿ ತಿಳಿಸಿದರು. ಪೊಲೀಸ್ ಇಲಾಖೆಗೆ ಬೇರೆ ಕಡೆ ಜಾಗ ಮಂಜೂರು ಮಾಡುವ ಭರವಸೆ ನೀಡಲಾಗಿದೆ. xyxy=(661,1922,1072,2036)
story2-headline: ಬಾಲ್ಯವಿವಾಹ ಮುಕ್ತ ಜಿಲ್ಲೆಗೆ ಪ್ರಯತ್ನ xyxy=(1092,291,1378,321)
story7-headline: ಅಭಿವೃದ್ಧಿಗೆ 800 ಕೋಟಿ ರೂ. ಬಿಡುಗಡೆ xyxy=(23,1859,398,1890)
story6-col2: ಶಿವಾಪೂರವಾಡಿವರೆಗಿನ 1 ಕಿ.ಮೀ. ರಸ್ತೆ ಡಾಂಬರೀಕರಣಕ್ಕೆ 50 ಲಕ್ಷ ಅನುದಾನ. ಬುದಿಮುಖ ರಸ್ತೆಗೆ ನಿರ್ಮಿಸುವ ಬಾಕ್ಸ್ ಕಲ್ವರ್ಟ್ ಸಂರಕ್ಷಣಾ ಗೋಡೆ ಮತ್ತು ಅಪ್ರೋಚ್ ರಸ್ತೆಯನ್ನು ಡಾಂಬರೀಕರಣ 45 ಲಕ್ಷ, ಭಿವಶಿ ಬೆಳಗಾವ ಗ್ರಾಮದಿಂದ ಅಡಿಹುದಿಗೆ 2.80 ಕಿ.ಮೀ. ರಸ್ತೆ ಡಾಂಬರೀಕರಣಕ್ಕೆ 140 ಲಕ್ಷ ಅನುದಾನ. ಶಿರಗಾಂವ ರಸ್ತೆಯಿಂದ ಎಸ್.ಎಚ್.4 ರಸ್ತೆಗೆ ಕೂಡುವ 1.50 ಕಿ.ಮೀ. ಉದ್ದದ ರಸ್ತೆ ಡಾಂಬರೀಕರಣಕ್ಕೆ 90 ಲಕ್ಷ, ಯಮಗರ್ಣಿಯ ಸಹಾರಾ ಹೋಟೆಲ್‌ನಿಂದ ಕಾಲೇಜುವರೆಗೆ 2.70 ಕಿ.ಮೀ. ರಸ್ತೆ ಡಾಂಬರೀಕರಣಕ್ಕೆ 110 ಲಕ್ಷ ಅನುದಾನ ಮಂಜೂರಾಗಿದೆ" ಎಂದು ತಿಳಿಸಿದ್ದಾರೆ. xyxy=(867,1239,1073,1420)
page-label: Page - xyxy=(1361,62,1445,89)
crop-mark: + xyxy=(753,14,779,50)
column-rule xyxy=(440,632,441,1711)
building-photo xyxy=(661,1835,860,1914)
change-of-name-notice xyxy=(1298,1835,1500,2100)
section-rule xyxy=(444,1719,1078,1720)
notice-title: CHANGE OF NAME xyxy=(1092,1845,1290,1872)
child-marriage-meeting-photo xyxy=(1090,116,1495,285)
photo-audience xyxy=(307,297,633,445)
story8-headline: ಪೊಲೀಸ್ ಇಲಾಖೆಗೆ ನೀಡಿದ್ದ ಜಾಗ ವಾಪಸ್ xyxy=(450,1732,1069,1783)
